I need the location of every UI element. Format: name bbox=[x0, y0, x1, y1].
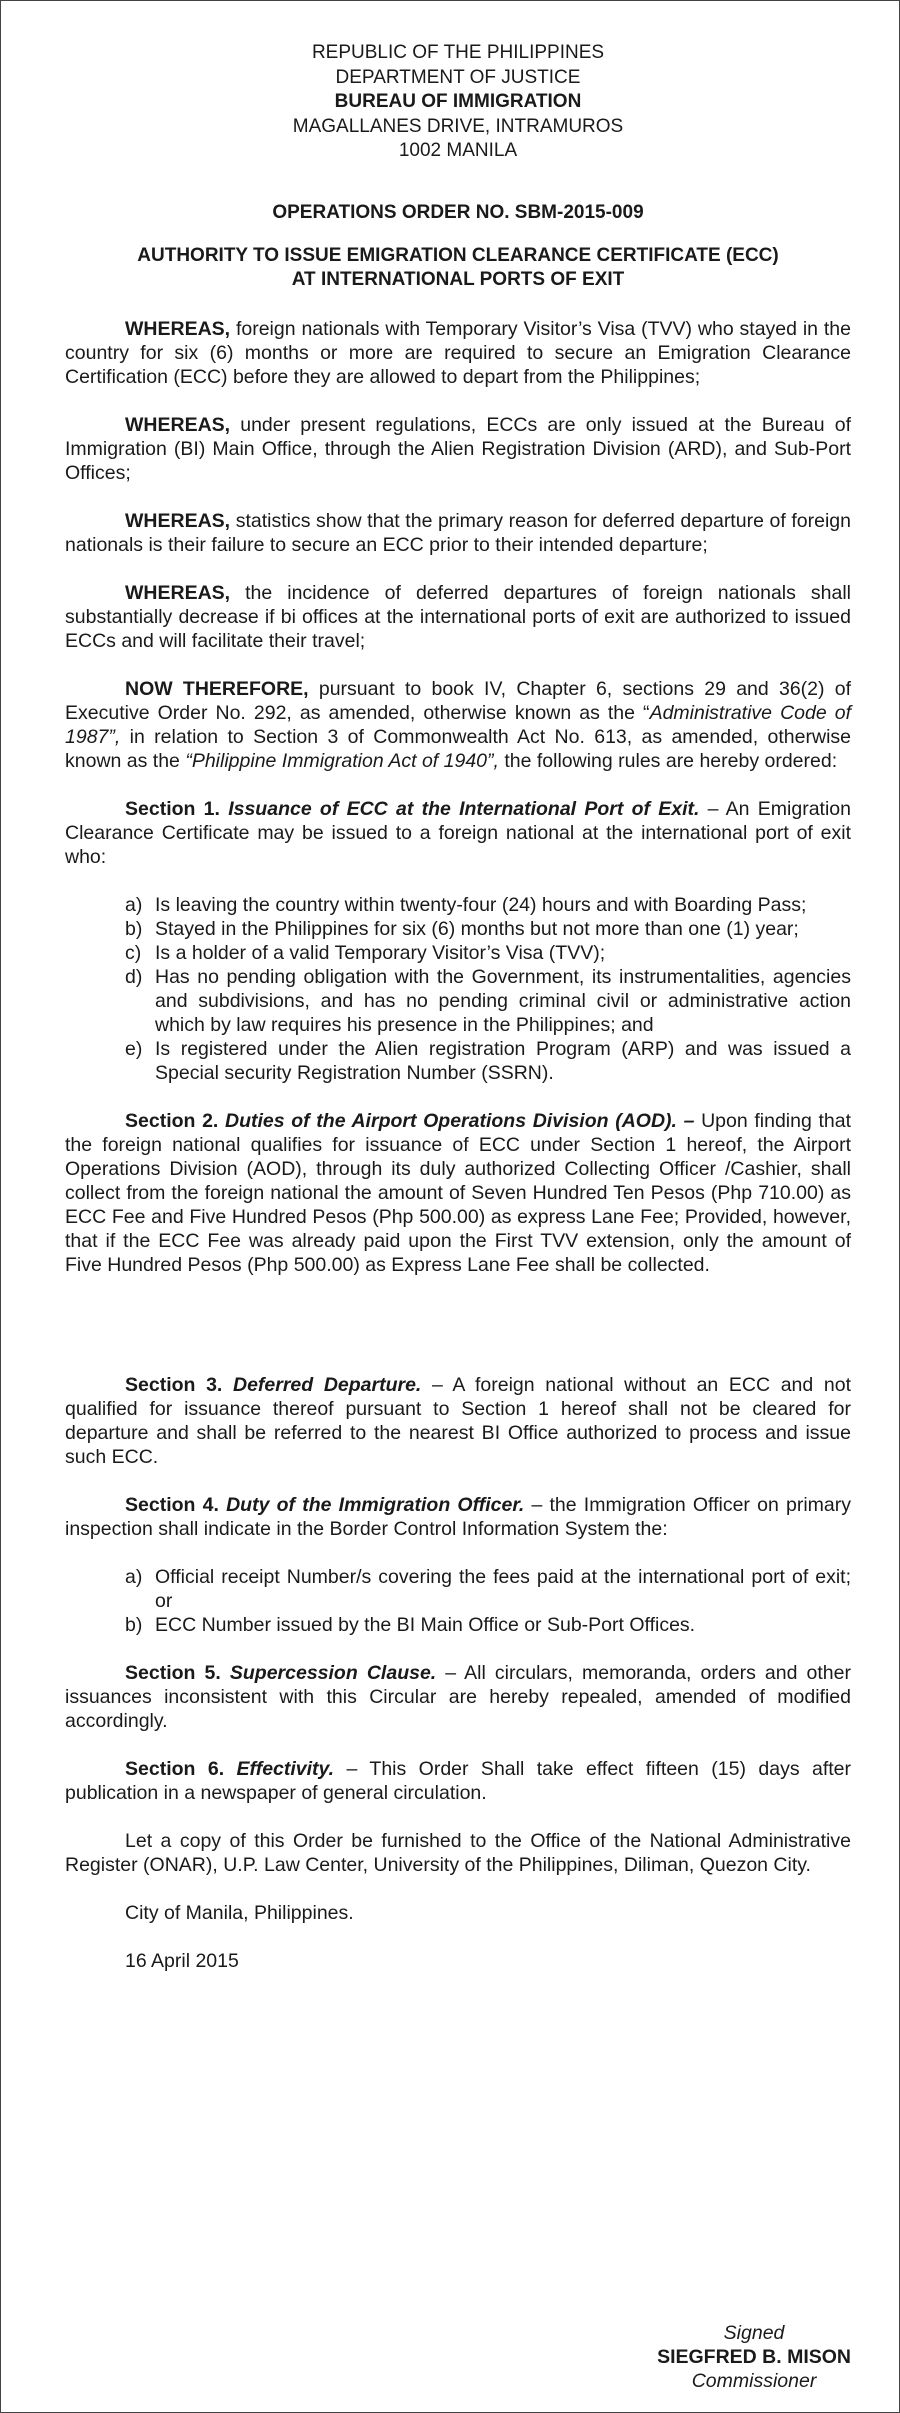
now-therefore-clause bbox=[65, 677, 851, 773]
list-item-text: Is a holder of a valid Temporary Visitor’s Visa (TVV); bbox=[155, 941, 606, 964]
list-item-label: a) bbox=[125, 893, 143, 916]
section-5 bbox=[65, 1661, 851, 1733]
letterhead-republic: REPUBLIC OF THE PHILIPPINES bbox=[311, 42, 605, 63]
section-3 bbox=[65, 1373, 851, 1469]
whereas-clause-4 bbox=[65, 581, 851, 653]
list-item-label: a) bbox=[125, 1565, 143, 1588]
section-text: – the Immigration Officer on primary inspection shall indicate in the Border Control Information System the: bbox=[65, 1493, 851, 1540]
section-text: – An Emigration Clearance Certificate may be issued to a foreign national at the international port of exit who: bbox=[65, 797, 851, 868]
whereas-lead: WHEREAS, bbox=[125, 317, 231, 340]
now-therefore-lead: NOW THEREFORE, bbox=[125, 677, 309, 700]
whereas-text: foreign nationals with Temporary Visitor’s Visa (TVV) who stayed in the country for six (6) months or more are required to secure an Emigration Clearance Certification (ECC) before they are allowed to depart from the Philippines; bbox=[65, 317, 851, 388]
section-number: Section 4. bbox=[125, 1493, 219, 1516]
section-number: Section 3. bbox=[125, 1373, 223, 1396]
section-6 bbox=[65, 1757, 851, 1805]
section-text: – This Order Shall take effect fifteen (15) days after publication in a newspaper of general circulation. bbox=[65, 1757, 852, 1804]
whereas-clause-2 bbox=[65, 413, 851, 485]
list-item-label: e) bbox=[125, 1037, 143, 1060]
list-item-text: Stayed in the Philippines for six (6) months but not more than one (1) year; bbox=[155, 917, 799, 940]
order-subject bbox=[65, 244, 851, 292]
now-therefore-text-1: pursuant to book IV, Chapter 6, sections 29 and 36(2) of Executive Order No. 292, as amended, otherwise known as the “ bbox=[65, 677, 852, 724]
section-title: Deferred Departure. bbox=[232, 1373, 422, 1396]
immigration-act-title: “Philippine Immigration Act of 1940”, bbox=[185, 749, 499, 772]
whereas-lead: WHEREAS, bbox=[125, 413, 231, 436]
list-item bbox=[125, 1565, 851, 1613]
letterhead bbox=[65, 1, 851, 164]
signatory-name: SIEGFRED B. MISON bbox=[657, 2346, 851, 2368]
list-item bbox=[125, 1613, 851, 1637]
subject-line-1: AUTHORITY TO ISSUE EMIGRATION CLEARANCE CERTIFICATE (ECC) bbox=[137, 244, 779, 266]
section-2 bbox=[65, 1109, 851, 1277]
whereas-lead: WHEREAS, bbox=[125, 581, 231, 604]
section-title: Supercession Clause. bbox=[229, 1661, 437, 1684]
section-title: Duty of the Immigration Officer. bbox=[226, 1493, 525, 1516]
list-item-label: b) bbox=[125, 1613, 143, 1636]
signed-mark: Signed bbox=[723, 2322, 785, 2344]
letterhead-street: MAGALLANES DRIVE, INTRAMUROS bbox=[292, 115, 624, 137]
section-1-list bbox=[65, 893, 851, 1085]
section-title: Issuance of ECC at the International Port of Exit. bbox=[228, 797, 700, 820]
subject-line-2: AT INTERNATIONAL PORTS OF EXIT bbox=[291, 268, 625, 290]
whereas-text: under present regulations, ECCs are only issued at the Bureau of Immigration (BI) Main Office, through the Alien Registration Division (ARD), and Sub-Port Offices; bbox=[65, 413, 851, 484]
list-item bbox=[125, 917, 851, 941]
section-4-list bbox=[65, 1565, 851, 1637]
document-body bbox=[65, 1, 851, 1973]
list-item-text: Is leaving the country within twenty-four (24) hours and with Boarding Pass; bbox=[155, 893, 807, 916]
section-text: Upon finding that the foreign national qualifies for issuance of ECC under Section 1 hereof, the Airport Operations Division (AOD), through its duly authorized Collecting Officer /Cashier, shall collect from the foreign national the amount of Seven Hundred Ten Pesos (Php 710.00) as ECC Fee and Five Hundred Pesos (Php 500.00) as express Lane Fee; Provided, however, that if the ECC Fee was already paid upon the First TVV extension, only the amount of Five Hundred Pesos (Php 500.00) as Express Lane Fee shall be collected. bbox=[65, 1109, 851, 1276]
whereas-text: the incidence of deferred departures of foreign nationals shall substantially decrease if bi offices at the international ports of exit are authorized to issued ECCs and will facilitate their travel; bbox=[65, 581, 851, 652]
place-of-issue: City of Manila, Philippines. bbox=[125, 1901, 354, 1924]
list-item bbox=[125, 893, 851, 917]
letterhead-bureau: BUREAU OF IMMIGRATION bbox=[334, 91, 582, 112]
list-item-text: ECC Number issued by the BI Main Office or Sub-Port Offices. bbox=[155, 1613, 696, 1636]
section-title: Effectivity. bbox=[236, 1757, 335, 1780]
section-4 bbox=[65, 1493, 851, 1541]
list-item-label: d) bbox=[125, 965, 143, 988]
whereas-clause-1 bbox=[65, 317, 851, 389]
section-text: – A foreign national without an ECC and not qualified for issuance thereof pursuant to Section 1 hereof shall not be cleared for departure and shall be referred to the nearest BI Office authorized to process and issue such ECC. bbox=[65, 1373, 851, 1468]
list-item-text: Official receipt Number/s covering the fees paid at the international port of exit; or bbox=[155, 1565, 851, 1612]
section-1 bbox=[65, 797, 851, 869]
section-number: Section 6. bbox=[125, 1757, 225, 1780]
order-number: OPERATIONS ORDER NO. SBM-2015-009 bbox=[272, 201, 644, 223]
list-item-label: b) bbox=[125, 917, 143, 940]
signatory-title: Commissioner bbox=[691, 2370, 817, 2392]
list-item-label: c) bbox=[125, 941, 142, 964]
list-item-text: Is registered under the Alien registration Program (ARP) and was issued a Special security Registration Number (SSRN). bbox=[155, 1037, 851, 1084]
letterhead-department: DEPARTMENT OF JUSTICE bbox=[335, 66, 581, 88]
now-therefore-text-2: in relation to Section 3 of Commonwealth Act No. 613, as amended, otherwise known as the bbox=[65, 725, 851, 772]
section-title: Duties of the Airport Operations Division (AOD). – bbox=[225, 1109, 695, 1132]
list-item bbox=[125, 965, 851, 1037]
list-item bbox=[125, 1037, 851, 1085]
section-number: Section 5. bbox=[125, 1661, 221, 1684]
signature-block bbox=[657, 2321, 851, 2393]
list-item-text: Has no pending obligation with the Government, its instrumentalities, agencies and subdivisions, and has no pending criminal civil or administrative action which by law requires his presence in the Philippines; and bbox=[155, 965, 851, 1036]
list-item bbox=[125, 941, 851, 965]
whereas-clause-3 bbox=[65, 509, 851, 557]
now-therefore-text-3: the following rules are hereby ordered: bbox=[498, 749, 838, 772]
section-text: – All circulars, memoranda, orders and other issuances inconsistent with this Circular are hereby repealed, amended of modified accordingly. bbox=[65, 1661, 851, 1732]
section-number: Section 2. bbox=[125, 1109, 219, 1132]
whereas-text: statistics show that the primary reason for deferred departure of foreign nationals is their failure to secure an ECC prior to their intended departure; bbox=[65, 509, 851, 556]
letterhead-city: 1002 MANILA bbox=[398, 140, 518, 161]
whereas-lead: WHEREAS, bbox=[125, 509, 231, 532]
admin-code-title: Administrative Code of 1987”, bbox=[65, 701, 852, 748]
furnish-clause: Let a copy of this Order be furnished to the Office of the National Administrative Register (ONAR), U.P. Law Center, University of the Philippines, Diliman, Quezon City. bbox=[65, 1829, 851, 1876]
section-number: Section 1. bbox=[125, 797, 220, 820]
issue-date: 16 April 2015 bbox=[125, 1949, 239, 1972]
